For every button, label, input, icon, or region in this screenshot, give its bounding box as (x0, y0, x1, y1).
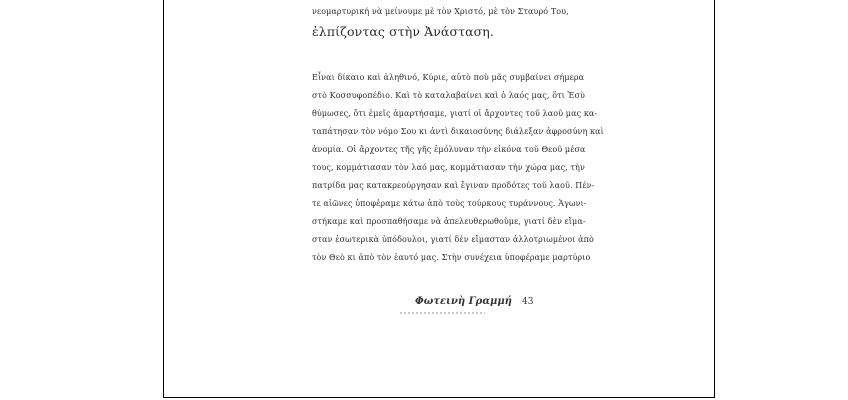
text-line-7: ἀνομία. Οἱ ἄρχοντες τῆς γῆς ἐμόλυναν τὴν εἰκόνα τοῦ Θεοῦ μέσα (312, 145, 586, 154)
text-line-8: τους, κομμάτιασαν τὸν λαό μας, κομμάτιασαν τὴν χώρα μας, τὴν (312, 163, 585, 172)
running-footer-title: Φωτεινὴ Γραμμή (415, 296, 512, 307)
text-line-9: πατρίδα μας κατακρεούργησαν καὶ ἔγιναν προδότες τοῦ λαοῦ. Πέν- (312, 181, 595, 190)
text-line-11: στήκαμε καὶ προσπαθήσαμε νὰ ἀπελευθερωθοῦμε, γιατί δὲν εἴμα- (312, 217, 586, 226)
footer-rule (400, 312, 485, 314)
text-line-12: σταν ἐσωτερικὰ ὑπόδουλοι, γιατί δὲν εἴμασταν ἀλλοτριωμένοι ἀπὸ (312, 235, 594, 244)
text-line-13: τὸν Θεὸ κι ἀπὸ τὸν ἑαυτό μας. Στὴν συνέχεια ὑποφέραμε μαρτύριο (312, 253, 591, 262)
text-line-2: ἐλπίζοντας στὴν Ἀνάσταση. (312, 24, 494, 39)
text-line-1: νεομαρτυρική νὰ μείνουμε μὲ τὸν Χριστό, μὲ τὸν Σταυρό Του, (312, 7, 569, 16)
text-line-6: ταπάτησαν τὸν νόμο Σου κι ἀντὶ δικαιοσύνης διάλεξαν ἀφροσύνη καὶ (312, 127, 604, 136)
text-line-5: θύμωσες, ὅτι ἐμεῖς ἁμαρτήσαμε, γιατί οἱ ἄρχοντες τοῦ λαοῦ μας κα- (312, 109, 598, 118)
text-line-10: τε αἰῶνες ὑποφέραμε κάτω ἀπὸ τοὺς τούρκους τυράννους. Ἀγωνι- (312, 199, 587, 208)
text-line-3: Εἶναι δίκαιο καὶ ἀληθινό, Κύριε, αὐτὸ ποὺ μᾶς συμβαίνει σήμερα (312, 73, 585, 82)
page-number: 43 (522, 297, 534, 307)
text-line-4: στὸ Κοσσυφοπέδιο. Καὶ τὸ καταλαβαίνει καὶ ὁ λαός μας, ὅτι Ἐσὺ (312, 91, 585, 100)
